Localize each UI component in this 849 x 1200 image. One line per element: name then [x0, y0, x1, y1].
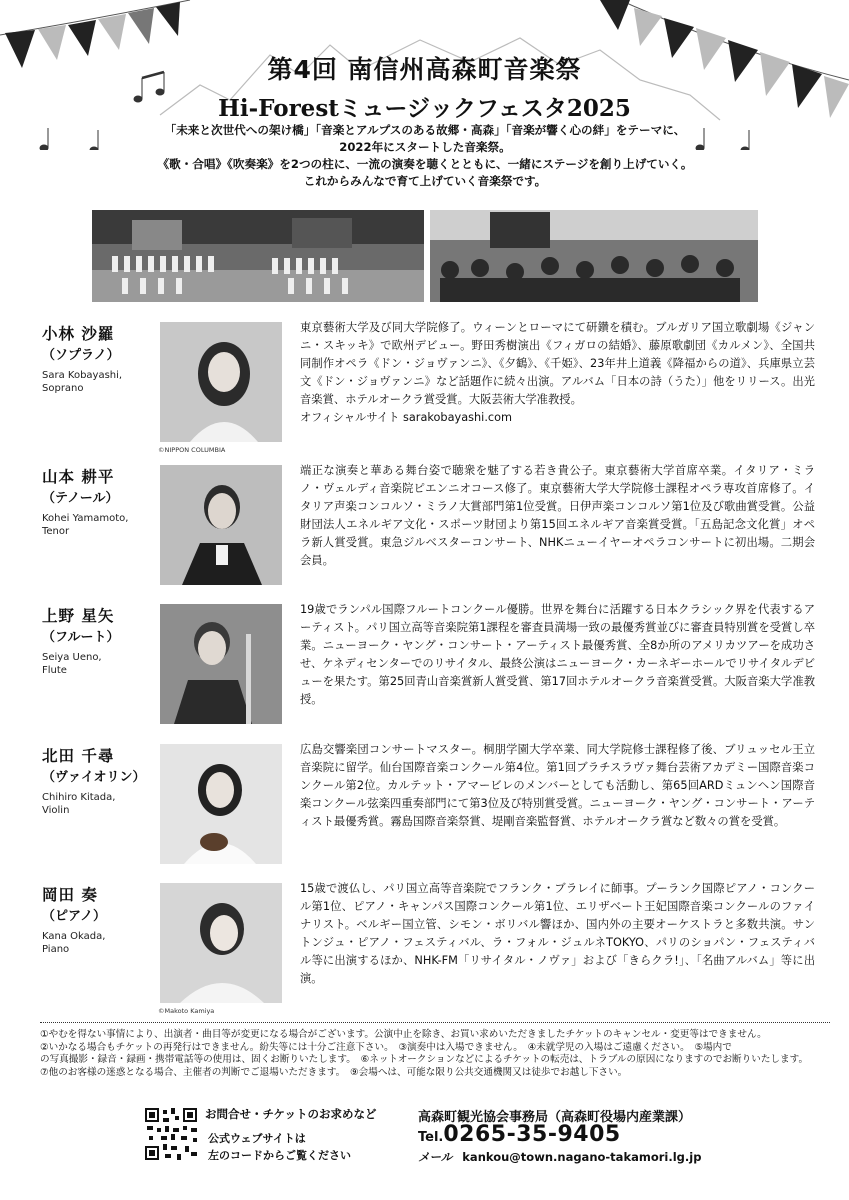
phone-number[interactable]: [418, 1122, 621, 1147]
intro-line: 「未来と次世代への架け橋」「音楽とアルプスのある故郷・高森」「音楽が響く心の絆」をテーマに、: [164, 123, 686, 137]
artist-name-en: [42, 791, 152, 817]
notice-line: ①やむを得ない事情により、出演者・曲目等が変更になる場合がございます。公演中止を除き、お買い求めいただきましたチケットのキャンセル・変更等はできません。: [40, 1029, 767, 1040]
artist-role: （ソプラノ）: [42, 348, 120, 363]
email-label: メール: [418, 1150, 453, 1164]
notice-line: ②いかなる場合もチケットの再発行はできません。紛失等には十分ご注意下さい。 ③演奏中は入場できません。 ④未就学児の入場はご遠慮ください。 ⑤場内で: [40, 1041, 732, 1053]
artist-part-en: Tenor: [42, 526, 70, 537]
artist-portrait: [160, 322, 282, 442]
title-line-1: 第4回 南信州高森町音楽祭: [267, 55, 582, 84]
artist-bio-text: 東京藝術大学及び同大学院修了。ウィーンとローマにて研鑽を積む。ブルガリア国立歌劇場《ジャンニ・スキッキ》で欧州デビュー。野田秀樹演出《フィガロの結婚》、藤原歌劇団《カルメン》、全国共同制作オペラ《ドン・ジョヴァンニ》、《夕鶴》、《千姫》、23年井上道義《降福からの道》、兵庫県立芸文《ドン・ジョヴァンニ》など話題作に続々出演。アルバム「日本の詩（うた）」他をリリース。出光音楽賞、ホテルオークラ賞受賞。大阪芸術大学准教授。: [300, 321, 815, 406]
artist-name: 岡田 奏: [42, 886, 98, 904]
artist-portrait: [160, 465, 282, 585]
artist-bio-text: 19歳でランパル国際フルートコンクール優勝。世界を舞台に活躍する日本クラシック界を代表するアーティスト。パリ国立高等音楽院第1課程を審査員満場一致の最優秀賞並びに審査員特別賞を受賞し卒業。ニューヨーク・ヤング・コンサート・アーティスト最優秀賞、全8か所のアメリカツアーを成功させ、ケネディセンターでのリサイタル、最終公演はニューヨーク・カーネギーホールでリサイタルデビューを果たす。第25回青山音楽賞新人賞受賞、第17回ホテルオークラ音楽賞受賞。大阪音楽大学准教授。: [300, 603, 815, 706]
website-note: 左のコードからご覧ください: [208, 1149, 351, 1162]
qr-code-icon[interactable]: [145, 1108, 197, 1160]
artist-bio-text: 端正な演奏と華ある舞台姿で聴衆を魅了する若き貴公子。東京藝術大学首席卒業。イタリア・ミラノ・ヴェルディ音楽院ピエンニオコース修了。東京藝術大学大学院修士課程オペラ専攻首席修了。イタリア声楽コンコルソ・ミラノ大賞部門第1位受賞。日伊声楽コンコルソ第1位及び歌曲賞受賞。公益財団法人エネルギア文化・スポーツ財団より第15回エネルギア音楽賞受賞。「五島記念文化賞」オペラ新人賞受賞。東急ジルベスターコンサート、NHKニューイヤーオペラコンサートに初出場。二期会会員。: [300, 464, 815, 567]
artist-name-en: [42, 512, 152, 538]
email-address[interactable]: [418, 1149, 701, 1165]
email-value[interactable]: kankou@town.nagano-takamori.lg.jp: [462, 1150, 702, 1164]
artist-part-en: Soprano: [42, 383, 84, 394]
artist-name-en-line: Kohei Yamamoto,: [42, 513, 129, 524]
artist-role: （ピアノ）: [42, 909, 106, 924]
artist-bio: [300, 601, 815, 709]
notice-line: の写真撮影・録音・録画・携帯電話等の使用は、固くお断りいたします。 ⑥ネットオークションなどによるチケットの転売は、トラブルの原因になりますのでお断りいたします。: [40, 1054, 809, 1066]
artist-name-en: [42, 930, 152, 956]
artist-bio-text: 広島交響楽団コンサートマスター。桐朋学園大学卒業、同大学院修士課程修了後、ブリュッセル王立音楽院に留学。仙台国際音楽コンクール第4位。第1回ブラチスラヴァ舞台芸術アカデミー国際音楽コンクール第2位。カルテット・アマービレのメンバーとしても活動し、第65回ARDミュンヘン国際音楽コンクール弦楽四重奏部門にて第3位及び特別賞受賞。ニューヨーク・ヤング・コンサート・アーティスト最優秀賞。霧島国際音楽祭賞、堤剛音楽監督賞、ホテルオークラ賞など数々の賞を受賞。: [300, 743, 815, 828]
intro-line: 《歌・合唱》《吹奏楽》を2つの柱に、一流の演奏を聴くとともに、一緒にステージを創り上げていく。: [157, 157, 693, 171]
organizer-name: 高森町観光協会事務局（高森町役場内産業課）: [418, 1110, 692, 1125]
website-note: 公式ウェブサイトは: [208, 1132, 306, 1145]
artist-name: 小林 沙羅: [42, 325, 115, 343]
notices: [40, 1022, 830, 1079]
official-site: オフィシャルサイト sarakobayashi.com: [300, 411, 513, 424]
contact-section: [0, 1104, 849, 1194]
notice-line: ⑦他のお客様の迷惑となる場合、主催者の判断でご退場いただきます。 ⑨会場へは、可能な限り公共交通機関又は徒歩でお越し下さい。: [40, 1066, 628, 1078]
artist-name: 山本 耕平: [42, 468, 115, 486]
artist-portrait: [160, 744, 282, 864]
artist-name-en-line: Seiya Ueno,: [42, 652, 102, 663]
artist-name-en-line: Sara Kobayashi,: [42, 370, 123, 381]
artist-name: 上野 星矢: [42, 607, 115, 625]
artist-bio-text: 15歳で渡仏し、パリ国立高等音楽院でフランク・ブラレイに師事。プーランク国際ピアノ・コンクール第1位、ピアノ・キャンパス国際コンクール第1位、エリザベート王妃国際音楽コンクールのファイナリスト。ベルギー国立管、シモン・ボリバル響ほか、国内外の主要オーケストラと多数共演。サントンジュ・ピアノ・フェスティバル、ラ・フォル・ジュルネTOKYO、パリのショパン・フェスティバル等に出演するほか、NHK-FM「リサイタル・ノヴァ」および「きらクラ!」、「名曲アルバム」等に出演。: [300, 882, 815, 985]
festival-title: [0, 50, 849, 123]
artist-role: （ヴァイオリン）: [42, 770, 146, 785]
artist-name-en-line: Chihiro Kitada,: [42, 792, 116, 803]
photo-audience-hall: [430, 210, 758, 302]
photo-credit: ©NIPPON COLUMBIA: [158, 446, 226, 454]
intro-line: 2022年にスタートした音楽祭。: [339, 140, 511, 154]
artist-bio: [300, 880, 815, 988]
artist-name-en: [42, 651, 152, 677]
artist-bio: [300, 319, 815, 427]
artist-role: （フルート）: [42, 630, 120, 645]
artist-name: 北田 千尋: [42, 747, 115, 765]
artist-bio: [300, 462, 815, 570]
artist-part-en: Violin: [42, 805, 70, 816]
artist-name-en-line: Kana Okada,: [42, 931, 106, 942]
intro-text: [110, 122, 740, 190]
inquiry-heading: お問合せ・チケットのお求めなど: [205, 1107, 377, 1121]
phone-value[interactable]: 0265-35-9405: [443, 1122, 621, 1147]
photo-choir-stage: [92, 210, 424, 302]
artist-portrait: [160, 883, 282, 1003]
phone-label: Tel.: [418, 1130, 444, 1145]
artist-portrait: [160, 604, 282, 724]
artist-bio: [300, 741, 815, 831]
artist-role: （テノール）: [42, 491, 119, 506]
title-line-2: Hi-Forestミュージックフェスタ2025: [218, 95, 631, 122]
artist-part-en: Piano: [42, 944, 70, 955]
artist-name-en: [42, 369, 152, 395]
intro-line: これからみんなで育て上げていく音楽祭です。: [303, 174, 547, 188]
photo-credit: ©Makoto Kamiya: [158, 1007, 215, 1015]
artist-part-en: Flute: [42, 665, 67, 676]
